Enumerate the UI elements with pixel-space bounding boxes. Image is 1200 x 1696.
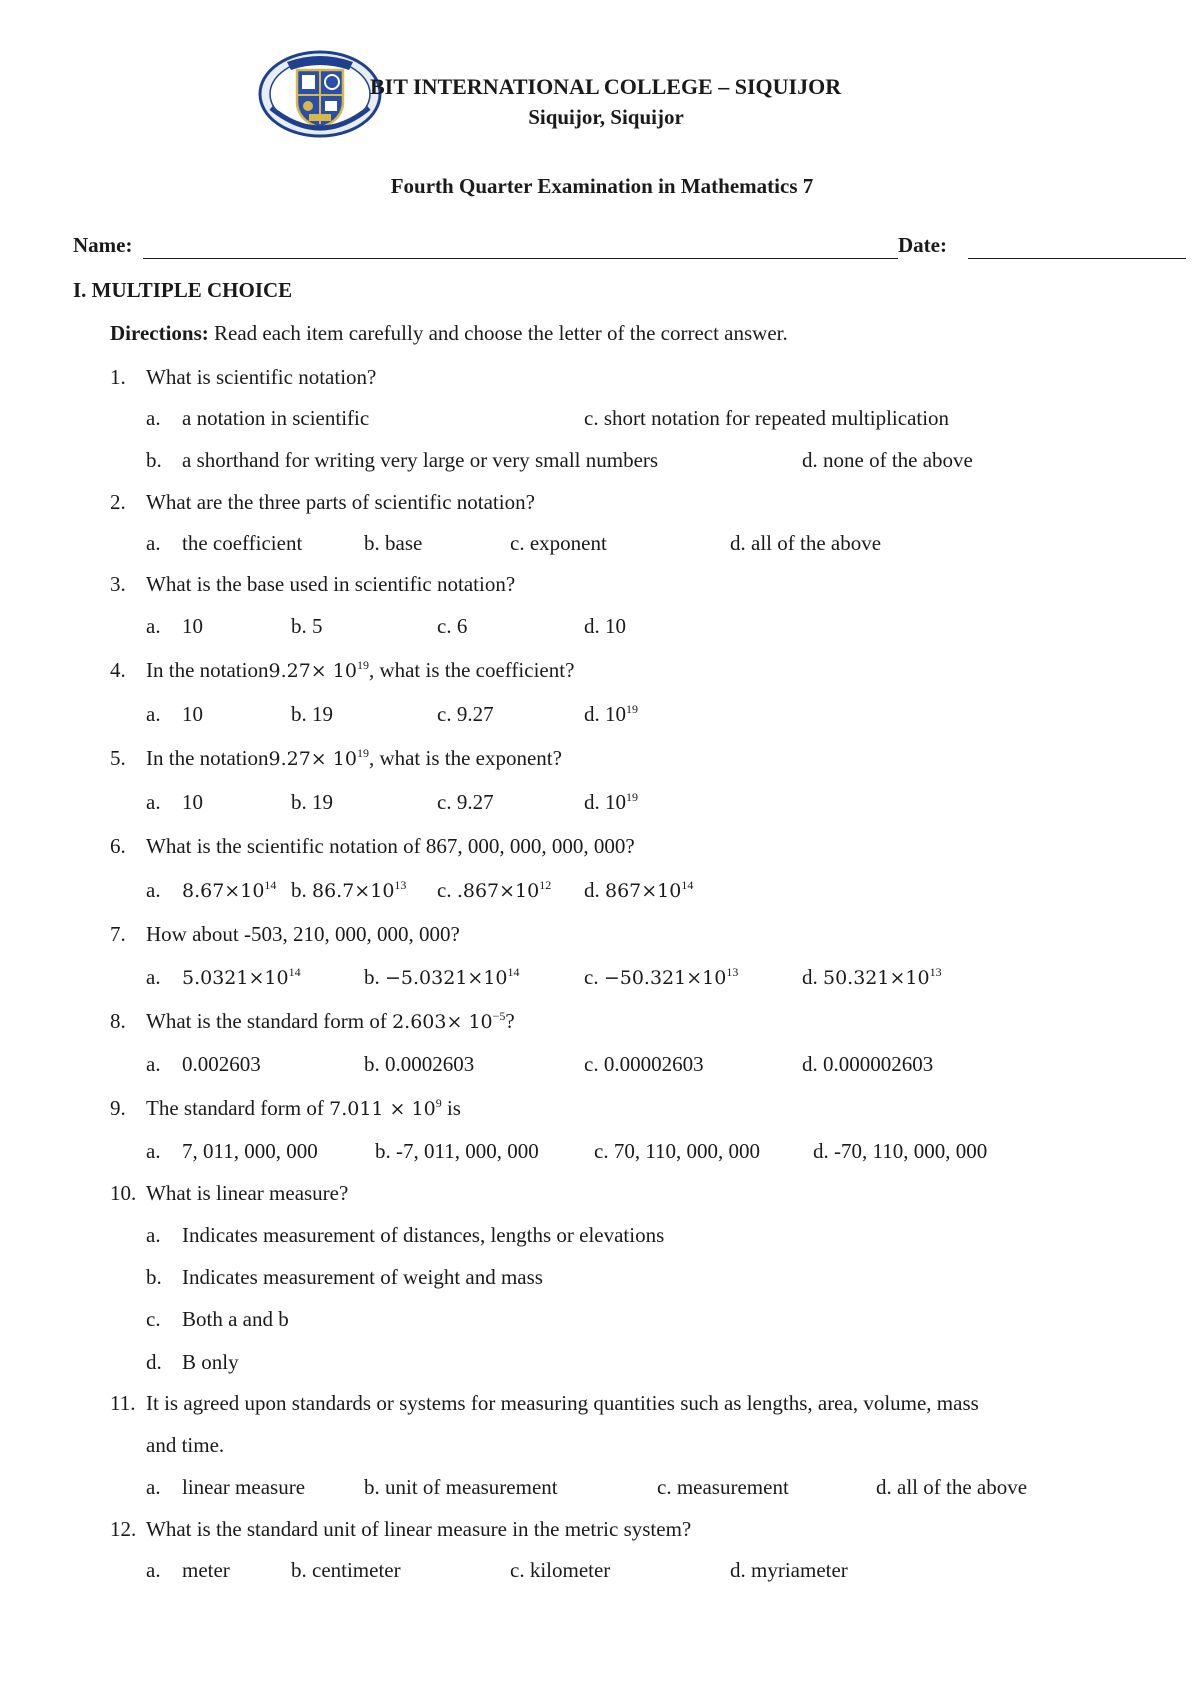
option-c-exponent: 12 bbox=[539, 878, 552, 892]
option-a[interactable] bbox=[182, 965, 301, 990]
option-c[interactable]: c. exponent bbox=[510, 531, 607, 555]
question-text: What is the standard unit of linear measure in the metric system? bbox=[146, 1517, 692, 1541]
question-text: It is agreed upon standards or systems for measuring quantities such as lengths, area, volume, mass bbox=[146, 1391, 979, 1415]
option-d[interactable]: d. -70, 110, 000, 000 bbox=[813, 1139, 988, 1163]
option-b[interactable]: b. unit of measurement bbox=[364, 1475, 558, 1499]
option-letter: d. bbox=[802, 965, 823, 989]
option-a-math: 5.0321×10 bbox=[182, 967, 289, 989]
option-b[interactable] bbox=[291, 878, 406, 903]
option-letter: a. bbox=[146, 1558, 161, 1582]
option-d[interactable]: d. 10 bbox=[584, 614, 626, 638]
question-text-post: is bbox=[441, 1096, 461, 1120]
option-c[interactable]: Both a and b bbox=[182, 1307, 289, 1331]
option-b[interactable] bbox=[364, 965, 520, 990]
question-text: What is the scientific notation of 867, 000, 000, 000, 000? bbox=[146, 834, 635, 858]
option-d[interactable] bbox=[584, 702, 638, 727]
question-text: What is scientific notation? bbox=[146, 365, 377, 389]
question-number: 9. bbox=[110, 1096, 126, 1120]
option-d[interactable]: d. all of the above bbox=[730, 531, 882, 555]
option-letter: a. bbox=[146, 702, 161, 726]
option-a[interactable]: meter bbox=[182, 1558, 230, 1582]
option-c[interactable] bbox=[584, 965, 738, 990]
math-expression: 9.27× 10 bbox=[268, 660, 357, 682]
option-letter: b. bbox=[364, 965, 385, 989]
option-letter: a. bbox=[146, 878, 161, 902]
option-b[interactable]: b. -7, 011, 000, 000 bbox=[375, 1139, 539, 1163]
question-text-post: , what is the coefficient? bbox=[368, 658, 575, 682]
option-b[interactable]: b. 5 bbox=[291, 614, 323, 638]
name-date-row bbox=[73, 233, 1113, 261]
question-text-continued: and time. bbox=[146, 1433, 225, 1457]
option-b[interactable]: b. centimeter bbox=[291, 1558, 401, 1582]
date-blank-line[interactable] bbox=[968, 258, 1186, 259]
option-a-math: 8.67×10 bbox=[182, 880, 265, 902]
option-d[interactable]: d. none of the above bbox=[802, 448, 973, 472]
question-text-pre: The standard form of bbox=[146, 1096, 330, 1120]
option-c-exponent: 13 bbox=[726, 965, 739, 979]
option-c[interactable] bbox=[437, 878, 551, 903]
option-letter: a. bbox=[146, 1139, 161, 1163]
option-letter: d. bbox=[146, 1350, 162, 1374]
option-letter: a. bbox=[146, 1223, 161, 1247]
question-number: 2. bbox=[110, 490, 126, 514]
option-a[interactable]: Indicates measurement of distances, lengths or elevations bbox=[182, 1223, 665, 1247]
option-d[interactable]: d. all of the above bbox=[876, 1475, 1028, 1499]
option-a[interactable]: linear measure bbox=[182, 1475, 306, 1499]
option-d-base: d. 10 bbox=[584, 790, 626, 814]
option-letter: b. bbox=[291, 878, 312, 902]
option-letter: c. bbox=[437, 878, 457, 902]
option-a[interactable]: 10 bbox=[182, 614, 203, 638]
option-a[interactable] bbox=[182, 878, 276, 903]
option-letter: a. bbox=[146, 531, 161, 555]
option-c[interactable]: c. 0.00002603 bbox=[584, 1052, 704, 1076]
option-d-exponent: 19 bbox=[626, 790, 638, 804]
option-d-exponent: 13 bbox=[929, 965, 942, 979]
question-text: What is the base used in scientific notation? bbox=[146, 572, 516, 596]
option-b[interactable]: b. 19 bbox=[291, 790, 333, 814]
question-text-pre: In the notation bbox=[146, 658, 269, 682]
option-c[interactable]: c. 9.27 bbox=[437, 702, 494, 726]
question-number: 11. bbox=[110, 1391, 136, 1415]
option-a[interactable]: the coefficient bbox=[182, 531, 303, 555]
option-c[interactable]: c. measurement bbox=[657, 1475, 789, 1499]
question-text bbox=[146, 658, 574, 683]
question-number: 7. bbox=[110, 922, 126, 946]
option-letter: d. bbox=[584, 878, 605, 902]
option-a[interactable]: 10 bbox=[182, 702, 203, 726]
option-d-math: 867×10 bbox=[605, 880, 682, 902]
option-letter: c. bbox=[584, 965, 604, 989]
option-letter: c. bbox=[146, 1307, 161, 1331]
question-text: What are the three parts of scientific notation? bbox=[146, 490, 535, 514]
option-letter: b. bbox=[146, 448, 162, 472]
question-text-pre: In the notation bbox=[146, 746, 269, 770]
math-expression: 7.011 × 10 bbox=[329, 1098, 436, 1120]
option-d-base: d. 10 bbox=[584, 702, 626, 726]
name-blank-line[interactable] bbox=[143, 258, 898, 259]
option-d[interactable]: d. myriameter bbox=[730, 1558, 848, 1582]
question-number: 8. bbox=[110, 1009, 126, 1033]
option-b[interactable]: Indicates measurement of weight and mass bbox=[182, 1265, 543, 1289]
math-exponent: 19 bbox=[356, 658, 369, 672]
option-d[interactable] bbox=[802, 965, 942, 990]
school-name: BIT INTERNATIONAL COLLEGE – SIQUIJOR bbox=[370, 74, 842, 99]
option-letter: b. bbox=[146, 1265, 162, 1289]
option-d-exponent: 19 bbox=[626, 702, 638, 716]
option-b[interactable]: b. base bbox=[364, 531, 423, 555]
question-text-post: , what is the exponent? bbox=[368, 746, 562, 770]
option-a[interactable]: a notation in scientific bbox=[182, 406, 370, 430]
math-expression: 9.27× 10 bbox=[268, 748, 357, 770]
directions-label: Directions: bbox=[110, 321, 209, 345]
option-c-math: −50.321×10 bbox=[603, 967, 727, 989]
directions-text: Read each item carefully and choose the letter of the correct answer. bbox=[208, 321, 788, 345]
question-text: What is linear measure? bbox=[146, 1181, 349, 1205]
question-number: 1. bbox=[110, 365, 126, 389]
option-a-exponent: 14 bbox=[264, 878, 277, 892]
question-text bbox=[146, 1096, 461, 1121]
option-letter: a. bbox=[146, 965, 161, 989]
name-label: Name: bbox=[73, 233, 133, 257]
math-exponent: 19 bbox=[356, 746, 369, 760]
option-b[interactable]: b. 19 bbox=[291, 702, 333, 726]
option-d[interactable] bbox=[584, 878, 693, 903]
exam-title: Fourth Quarter Examination in Mathematics 7 bbox=[390, 174, 814, 198]
option-c[interactable]: c. 70, 110, 000, 000 bbox=[594, 1139, 761, 1163]
option-c[interactable]: c. short notation for repeated multiplication bbox=[584, 406, 950, 430]
question-number: 12. bbox=[110, 1517, 137, 1541]
option-b-exponent: 14 bbox=[507, 965, 520, 979]
question-number: 5. bbox=[110, 746, 126, 770]
question-text bbox=[146, 1009, 515, 1034]
question-text-pre: What is the standard form of bbox=[146, 1009, 393, 1033]
option-letter: a. bbox=[146, 790, 161, 814]
option-c[interactable]: c. 9.27 bbox=[437, 790, 494, 814]
option-letter: a. bbox=[146, 1052, 161, 1076]
option-letter: a. bbox=[146, 614, 161, 638]
option-b-math: −5.0321×10 bbox=[385, 967, 508, 989]
option-c[interactable]: c. 6 bbox=[437, 614, 468, 638]
option-d[interactable] bbox=[584, 790, 638, 815]
option-d[interactable]: B only bbox=[182, 1350, 239, 1374]
option-a[interactable]: 0.002603 bbox=[182, 1052, 261, 1076]
math-expression: 2.603× 10 bbox=[392, 1011, 493, 1033]
option-letter: a. bbox=[146, 406, 161, 430]
option-a-exponent: 14 bbox=[288, 965, 301, 979]
question-number: 4. bbox=[110, 658, 126, 682]
option-b[interactable]: a shorthand for writing very large or very small numbers bbox=[182, 448, 659, 472]
question-number: 10. bbox=[110, 1181, 137, 1205]
question-number: 3. bbox=[110, 572, 126, 596]
option-c-math: .867×10 bbox=[456, 880, 540, 902]
question-text bbox=[146, 746, 562, 771]
option-b[interactable]: b. 0.0002603 bbox=[364, 1052, 475, 1076]
section-title: I. MULTIPLE CHOICE bbox=[73, 278, 293, 302]
option-b-exponent: 13 bbox=[394, 878, 407, 892]
option-d[interactable]: d. 0.000002603 bbox=[802, 1052, 934, 1076]
option-b-math: 86.7×10 bbox=[312, 880, 395, 902]
school-location: Siquijor, Siquijor bbox=[528, 105, 684, 129]
directions bbox=[110, 321, 788, 346]
math-exponent: −5 bbox=[492, 1009, 506, 1023]
question-number: 6. bbox=[110, 834, 126, 858]
option-c[interactable]: c. kilometer bbox=[510, 1558, 611, 1582]
option-a[interactable]: 7, 011, 000, 000 bbox=[182, 1139, 318, 1163]
option-a[interactable]: 10 bbox=[182, 790, 203, 814]
math-exponent: 9 bbox=[435, 1096, 442, 1110]
question-text: How about -503, 210, 000, 000, 000? bbox=[146, 922, 460, 946]
date-label: Date: bbox=[898, 233, 947, 257]
option-d-exponent: 14 bbox=[681, 878, 694, 892]
question-text-post: ? bbox=[505, 1009, 515, 1033]
option-letter: a. bbox=[146, 1475, 161, 1499]
option-d-math: 50.321×10 bbox=[823, 967, 930, 989]
